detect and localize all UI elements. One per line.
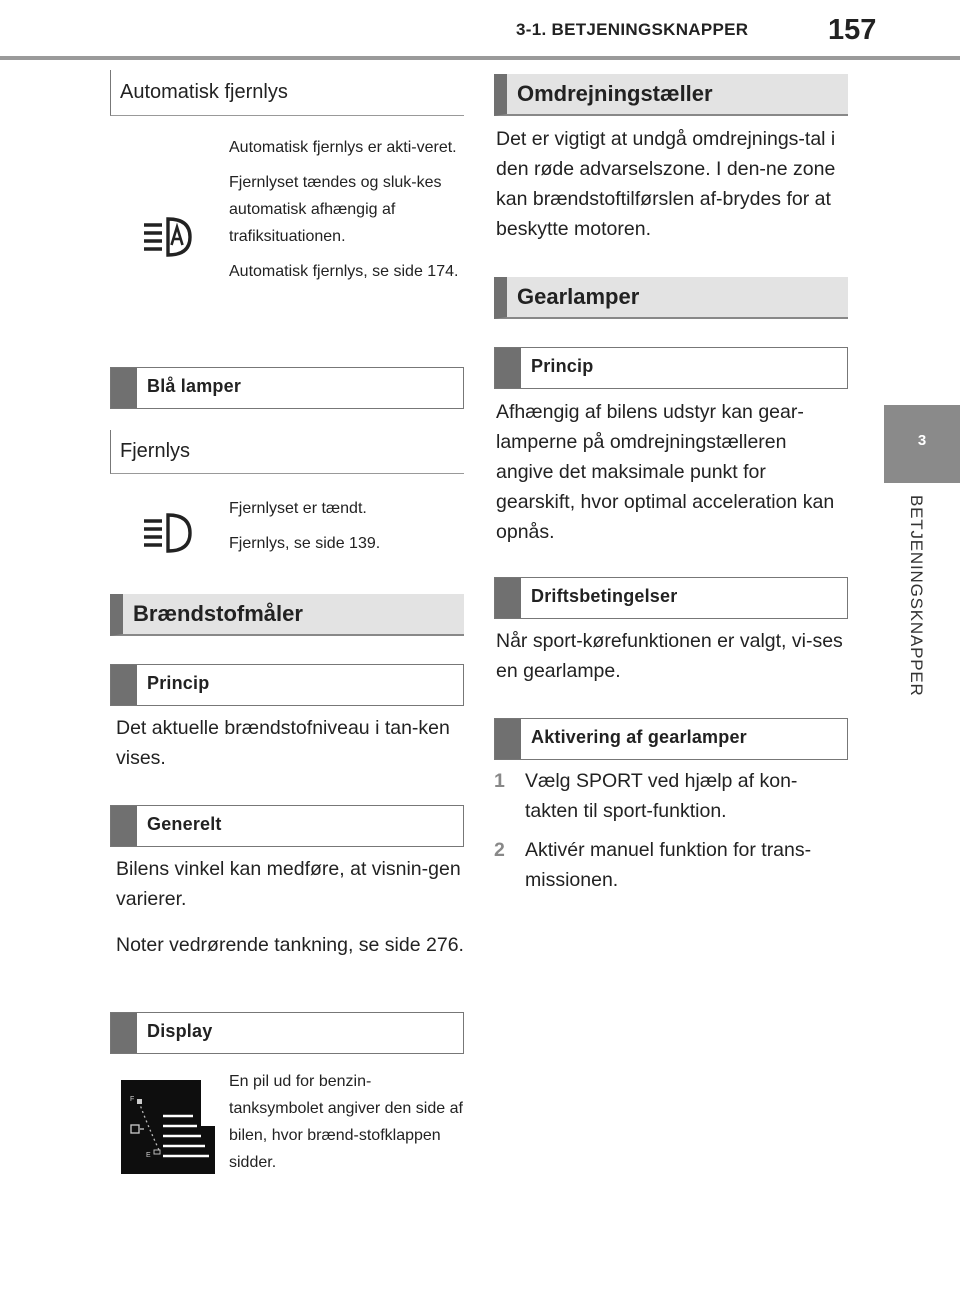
tachometer-text bbox=[496, 124, 846, 244]
heading-fuel-gauge bbox=[110, 594, 464, 636]
heading-fuel-general bbox=[110, 805, 464, 847]
paragraph: Når sport-kørefunktionen er valgt, vi-ses en gearlampe. bbox=[496, 630, 843, 682]
heading-bar bbox=[495, 348, 521, 388]
heading-text: Gearlamper bbox=[517, 284, 640, 309]
heading-bar bbox=[111, 806, 137, 846]
paragraph: Fjernlyset er tændt. bbox=[229, 500, 367, 517]
heading-blue-lamps bbox=[110, 367, 464, 409]
page-number: 157 bbox=[828, 14, 877, 46]
heading-text: Display bbox=[147, 1021, 213, 1041]
activation-steps bbox=[494, 766, 848, 904]
step-number: 1 bbox=[494, 770, 505, 792]
paragraph: En pil ud for benzin-tanksymbolet angiver den side af bilen, hvor brænd-stofklappen sidder. bbox=[229, 1073, 463, 1171]
section-title: 3-1. BETJENINGSKNAPPER bbox=[516, 20, 749, 39]
paragraph: Afhængig af bilens udstyr kan gear-lamperne på omdrejningstælleren angive det maksimale punkt for gearskift, hvor optimal acceleration kan opnås. bbox=[496, 401, 835, 543]
heading-text: Driftsbetingelser bbox=[531, 586, 678, 606]
high-beam-text bbox=[229, 495, 465, 565]
heading-fuel-display bbox=[110, 1012, 464, 1054]
heading-text: Automatisk fjernlys bbox=[120, 81, 288, 103]
list-item bbox=[494, 766, 848, 826]
heading-text: Princip bbox=[147, 673, 210, 693]
heading-text: Blå lamper bbox=[147, 376, 242, 396]
fuel-gauge-display-icon bbox=[121, 1080, 215, 1174]
fuel-general-text bbox=[116, 854, 466, 960]
paragraph: Det aktuelle brændstofniveau i tan-ken vises. bbox=[116, 717, 450, 769]
chapter-number: 3 bbox=[917, 432, 927, 449]
heading-gear-activation bbox=[494, 718, 848, 760]
fuel-principle-text bbox=[116, 713, 466, 773]
list-item bbox=[494, 835, 848, 895]
gear-principle-text bbox=[496, 397, 846, 547]
step-text: Aktivér manuel funktion for trans-missionen. bbox=[525, 839, 812, 891]
heading-bar bbox=[111, 665, 137, 705]
heading-text: Omdrejningstæller bbox=[517, 81, 713, 106]
heading-bar bbox=[495, 578, 521, 618]
heading-high-beam bbox=[110, 430, 464, 474]
heading-text: Aktivering af gearlamper bbox=[531, 727, 747, 747]
heading-text: Princip bbox=[531, 356, 594, 376]
heading-bar bbox=[495, 719, 521, 759]
gear-conditions-text bbox=[496, 626, 846, 686]
heading-bar bbox=[111, 1013, 137, 1053]
heading-gear-lamps bbox=[494, 277, 848, 319]
heading-fuel-principle bbox=[110, 664, 464, 706]
paragraph: Noter vedrørende tankning, se side 276. bbox=[116, 934, 464, 956]
auto-high-beam-icon bbox=[140, 214, 196, 260]
paragraph: Det er vigtigt at undgå omdrejnings-tal i den røde advarselszone. I den-ne zone kan brændstoftilførslen af-brydes for at beskytte motoren. bbox=[496, 128, 836, 240]
heading-text: Fjernlys bbox=[120, 440, 191, 462]
heading-text: Brændstofmåler bbox=[133, 601, 303, 626]
paragraph: Automatisk fjernlys, se side 174. bbox=[229, 263, 459, 280]
paragraph: Bilens vinkel kan medføre, at visnin-gen varierer. bbox=[116, 858, 461, 910]
header-rule bbox=[0, 56, 960, 60]
auto-high-beam-text bbox=[229, 134, 465, 293]
gauge-empty-label: E bbox=[146, 1152, 151, 1159]
fuel-display-text bbox=[229, 1068, 465, 1184]
heading-auto-high-beam bbox=[110, 70, 464, 116]
high-beam-icon bbox=[140, 510, 196, 556]
paragraph: Fjernlyset tændes og sluk-kes automatisk afhængig af trafiksituationen. bbox=[229, 174, 442, 245]
step-number: 2 bbox=[494, 839, 505, 861]
paragraph: Automatisk fjernlys er akti-veret. bbox=[229, 139, 457, 156]
heading-text: Generelt bbox=[147, 814, 222, 834]
heading-gear-principle bbox=[494, 347, 848, 389]
heading-gear-conditions bbox=[494, 577, 848, 619]
heading-tachometer bbox=[494, 74, 848, 116]
heading-bar bbox=[111, 368, 137, 408]
chapter-label: BETJENINGSKNAPPER bbox=[907, 495, 926, 697]
step-text: Vælg SPORT ved hjælp af kon-takten til sport-funktion. bbox=[525, 770, 798, 822]
gauge-full-label: F bbox=[130, 1096, 135, 1103]
paragraph: Fjernlys, se side 139. bbox=[229, 535, 381, 552]
